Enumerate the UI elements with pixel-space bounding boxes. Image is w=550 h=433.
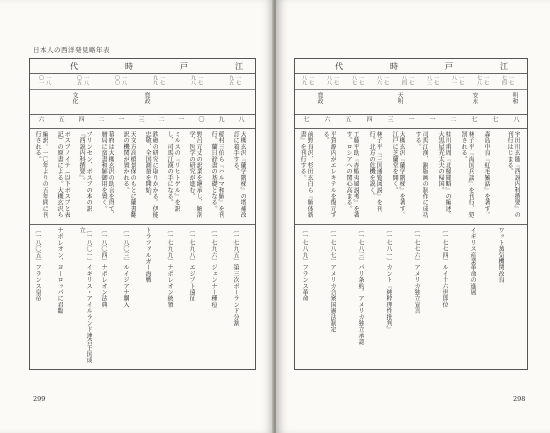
year: 八 (512, 116, 519, 122)
world-event-column: 〔一七七四〕ルイ十六世即位 (441, 227, 449, 308)
event-column: 宇田川玄随『西説内科撰要』の刊行はじまる。 (506, 131, 521, 218)
year: 七 (470, 116, 477, 122)
year: 一 (407, 116, 414, 122)
year: 八 (237, 116, 244, 122)
event-column: 森島中良『紅毛雑話』を著す。 (483, 131, 491, 218)
event-column: 平賀源内がエレキテルを復元する。 (322, 131, 337, 218)
world-event-column: 〔一七八一〕カント『純粋理性批判』 (385, 227, 393, 333)
year: 六 (323, 116, 330, 122)
year-number: 一七八七 (351, 75, 364, 85)
world-events (30, 225, 255, 367)
year: 二 (449, 116, 456, 122)
year-number-row (30, 73, 255, 90)
world-event-column: 〔一七八七〕アメリカ合衆国憲法制定 (329, 227, 337, 333)
era-char: 代 (335, 62, 343, 71)
japan-events (295, 129, 527, 225)
year-number: 一八〇五 (76, 75, 89, 85)
event-column: 桂川甫周『北槎聞略』の編述。大黒屋光太夫の帰国。 (437, 131, 452, 218)
event-column: 工藤平助『赤蝦夷風説考』を著す。ロシアへの関心高まる。 (345, 131, 360, 218)
year-number: 一七七四 (501, 75, 514, 85)
world-event-column: 〔一七八三〕パリ条約。アメリカ独立承認 (357, 227, 365, 345)
world-event-column: 〔一七九六〕ジェンナー種痘 (210, 227, 218, 308)
era-name-row (295, 89, 527, 115)
era-header-row (30, 59, 255, 74)
event-column: 司馬江漢、銅版画の制作に成功する。 (414, 131, 429, 218)
world-event-column: 〔一七八九〕フランス革命 (301, 227, 309, 302)
world-event-column: 〔一八〇五〕フランス皇帝 (34, 227, 42, 302)
year: 六 (37, 116, 44, 122)
world-event-column: 〔一七七六〕アメリカ独立宣言 (413, 227, 421, 314)
event-column: 幕府は大槻玄沢の助言を得て、暦局に蛮書和解御用を置く。 (100, 131, 115, 218)
era-char: 江 (235, 62, 243, 71)
year: 九 (217, 116, 224, 122)
page-number: 298 (513, 395, 526, 403)
year-number: 一七八六 (376, 75, 389, 85)
event-column: 鉄砲の研究に取りかかる。伊能忠敬、全国測量を開始。 (144, 131, 159, 218)
japan-events (30, 129, 255, 225)
event-column: ボスブノイテ（以下ボスブと表記）の原書による。大槻玄沢ら (56, 131, 71, 218)
era-name: 天明 (396, 92, 403, 104)
era-name: 寛政 (316, 92, 323, 104)
right-page (276, 0, 550, 433)
world-event-column: 〔一七九五〕第三次ポーランド分割 (232, 227, 240, 327)
era-name: 文化 (71, 92, 78, 104)
year-number: 一七九五 (228, 75, 241, 85)
event-column: 大槻玄沢『蘭学階梯』を著す。江戸に芝蘭堂を開く。 (391, 131, 406, 218)
event-column: ミルスの『リヒトゲル』を訳し、司馬江漢の手になる。 (166, 131, 181, 212)
year: 一 (428, 116, 435, 122)
year-number: 一七八九 (301, 75, 314, 85)
year-row (295, 114, 527, 129)
left-page (0, 0, 274, 433)
year: 一 (177, 116, 184, 122)
era-char: 戸 (180, 62, 188, 71)
year: 三 (386, 116, 393, 122)
event-column: 天文方高橋景保のもとに蘭書翻訳の機関が置かれる。 (122, 131, 137, 218)
event-column: 林子平『三国通覧図説』を刊行。北方の危機を説く。 (368, 131, 383, 212)
year-number: 一七八三 (426, 75, 439, 85)
year: 〇 (197, 116, 204, 122)
year-number-row (295, 73, 527, 90)
year: 三 (137, 116, 144, 122)
era-header-row (295, 59, 527, 74)
year: 七 (491, 116, 498, 122)
event-column: 大槻玄沢『蘭学階梯』の増補改訂に着手する。 (232, 131, 247, 218)
year: 二 (97, 116, 104, 122)
era-char: 時 (390, 62, 398, 71)
year: 二 (157, 116, 164, 122)
era-char: 時 (125, 62, 133, 71)
year: 一 (117, 116, 124, 122)
year: 五 (344, 116, 351, 122)
year-row (30, 114, 255, 129)
year-number: 一七九九 (152, 75, 165, 85)
year-number: 一七九八 (190, 75, 203, 85)
world-event-column: 〔一八〇四〕ナポレオン法典 (100, 227, 108, 308)
event-column: 稲村三伯ら『ハルマ和解』を刊行。蘭日辞書の基礎となる。 (210, 131, 225, 218)
chronology-table (29, 58, 256, 370)
year-number: 一七七八 (476, 75, 489, 85)
year-number: 一七八一 (451, 75, 464, 85)
event-column: 林子平『海国兵談』を刊行、処罰される。 (460, 131, 475, 218)
era-char: 江 (500, 62, 508, 71)
year: 四 (77, 116, 84, 122)
year-number: 一八〇〇 (114, 75, 127, 85)
era-name: 明和 (511, 92, 518, 104)
world-event-column: 〔一八〇三〕ルイジアナ購入 (122, 227, 130, 308)
era-char: 代 (70, 62, 78, 71)
world-event-column: 〔一七九九〕ナポレオン統領 (166, 227, 174, 308)
chronology-table (294, 58, 528, 370)
event-column: 野呂元丈の訳業を継承し、解剖学、医学の研究が進む。 (188, 131, 203, 218)
world-event-column: ワット蒸気機関改良 (497, 227, 505, 283)
year-number: 一八〇一 (38, 75, 51, 85)
year: 四 (365, 116, 372, 122)
year-number: 一七八八 (326, 75, 339, 85)
event-column: 前野良沢、杉田玄白ら『解体新書』を刊行する。 (299, 131, 314, 218)
event-column: 編訳。一〇年よりの五年間に刊行される。 (34, 131, 49, 218)
world-event-column: トラファルガー海戦 (144, 227, 152, 283)
world-events (295, 225, 527, 367)
running-head: 日本人の西洋発見略年表 (33, 46, 110, 54)
year: 五 (57, 116, 64, 122)
event-column: プリンセン、ボスブの本の訳『西説内科撰要』。 (78, 131, 93, 212)
world-event-column: 〔一七九八〕エジプト遠征 (188, 227, 196, 302)
world-event-column: ナポレオン、ヨーロッパに君臨 (56, 227, 64, 314)
era-char: 戸 (445, 62, 453, 71)
world-event-column: 〔一八〇一〕イギリス・アイルランド連合王国成立 (78, 227, 93, 364)
year-number: 一七八四 (401, 75, 414, 85)
page-number: 299 (33, 395, 46, 403)
era-name-row (30, 89, 255, 115)
era-name: 寛政 (143, 92, 150, 104)
world-event-column: イギリス産業革命の進展 (469, 227, 477, 296)
year: 七 (302, 116, 309, 122)
era-name: 安永 (471, 92, 478, 104)
